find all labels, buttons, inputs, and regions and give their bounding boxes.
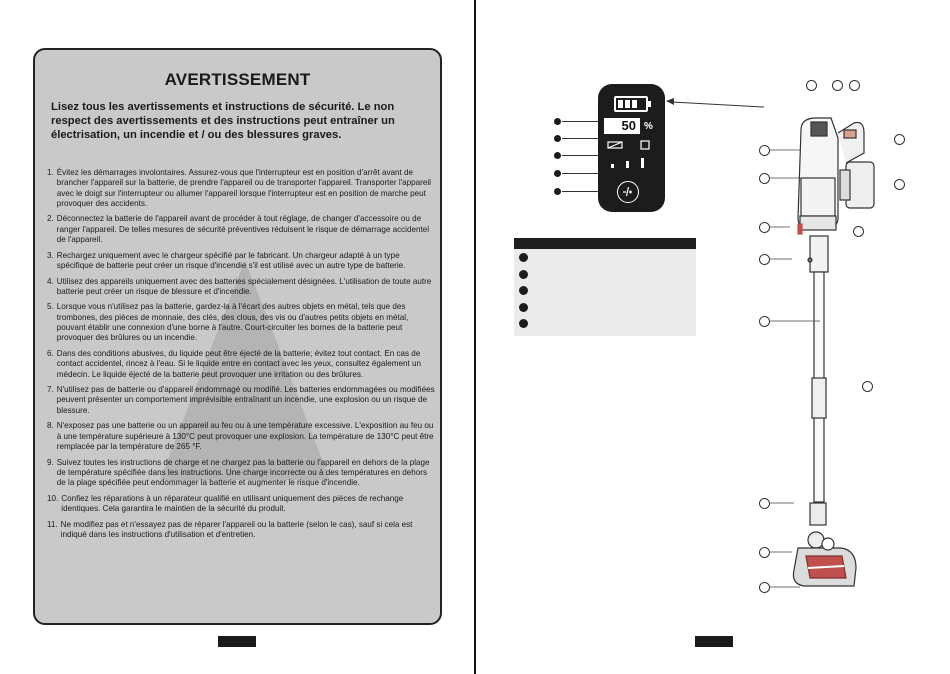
callout-circle: [759, 582, 770, 593]
safety-rule-item: [47, 251, 435, 272]
percent-sign: %: [644, 121, 653, 132]
legend-row: [514, 266, 696, 283]
safety-rule-number: 7.: [47, 385, 54, 395]
floor-mode-stroke-icon: [608, 142, 622, 148]
callout-circle: [759, 145, 770, 156]
legend-row: [514, 299, 696, 316]
safety-rule-text: N'utilisez pas de batterie ou d'appareil endommagé ou modifié. Les batteries endommagées ou modifiées peuvent présenter un comportement imprévisible entraînant un incendie, une explosion ou un risque de blessure.: [56, 385, 435, 415]
safety-rule-text: Utilisez des appareils uniquement avec des batteries spécialement désignées. L'utilisation de toute autre batterie peut créer un risque de blessure et d'incendie.: [56, 276, 432, 296]
safety-rules-list: [47, 168, 435, 545]
callout-line: [562, 173, 602, 174]
level-mid-icon: [626, 161, 629, 168]
power-mode-button-icon[interactable]: [617, 181, 639, 203]
callout-circle: [832, 80, 843, 91]
safety-rule-number: 10.: [47, 493, 59, 503]
safety-rule-number: 11.: [47, 519, 58, 529]
callout-circle: [759, 254, 770, 265]
legend-row: [514, 282, 696, 299]
callout-dot: [554, 135, 561, 142]
legend-bullet: [519, 270, 528, 279]
warning-title: AVERTISSEMENT: [164, 70, 311, 89]
page-number-bar-left: [218, 636, 256, 647]
warning-panel: [33, 48, 442, 625]
legend-bullet: [519, 319, 528, 328]
safety-rule-item: [47, 421, 435, 452]
legend-header: [514, 238, 696, 249]
safety-rule-item: [47, 277, 435, 298]
safety-rule-item: [47, 168, 435, 209]
safety-rule-text: Rechargez uniquement avec le chargeur spécifié par le fabricant. Un chargeur adapté à un type spécifique de batterie peut créer un risque d'incendie s'il est utilisé avec un autre type de batterie.: [56, 250, 406, 270]
warning-intro: Lisez tous les avertissements et instructions de sécurité. Le non respect des avertissements et des instructions peut entraîner un électrisation, un incendie et / ou des blessures graves.: [51, 101, 395, 141]
legend-table: [514, 238, 696, 336]
legend-bullet: [519, 286, 528, 295]
safety-rule-number: 3.: [47, 250, 54, 260]
callout-circle: [894, 134, 905, 145]
callout-circle: [759, 547, 770, 558]
safety-rule-item: [47, 385, 435, 416]
callout-circle: [759, 498, 770, 509]
safety-rule-text: Lorsque vous n'utilisez pas la batterie, gardez-la à l'écart des autres objets en métal, tels que des trombones, des pièces de monnaie, des clés, des clous, des vis ou d'autres petits objets en métal, pouvant établir une connexion d'une borne à l'autre. Court-circuiter les bornes de la batterie peut provoquer des brûlures ou un incendie.: [56, 302, 409, 343]
legend-row: [514, 315, 696, 332]
right-page: [476, 0, 950, 674]
safety-rule-item: [47, 520, 435, 541]
safety-rule-text: N'exposez pas une batterie ou un appareil au feu ou à une température excessive. L'exposition au feu ou à une température supérieure à 130°C peut provoquer une explosion. La température de 130°C peut être remplacée par la température de 265 °F.: [56, 421, 434, 451]
safety-rule-text: Déconnectez la batterie de l'appareil avant de procéder à tout réglage, de changer d'accessoire ou de ranger l'appareil. De telles mesures de sécurité préventives réduisent le risque de démarrage accidentel de l'appareil.: [56, 214, 430, 245]
callout-dot: [554, 170, 561, 177]
control-panel-display: [598, 84, 665, 212]
callout-circle: [806, 80, 817, 91]
battery-percent-readout: 50: [604, 118, 640, 134]
safety-rule-text: Confiez les réparations à un réparateur qualifié en utilisant uniquement des pièces de rechange identiques. Cela garantira le maintien de la sécurité du produit.: [61, 493, 404, 513]
level-low-icon: [611, 164, 614, 168]
bin-icon: [641, 141, 649, 149]
safety-rule-number: 5.: [47, 302, 54, 312]
left-page: [0, 0, 474, 674]
safety-rule-text: Évitez les démarrages involontaires. Assurez-vous que l'interrupteur est en position d'arrêt avant de brancher l'appareil sur la batterie, de prendre l'appareil ou de transporter l'appareil. Transporter l'appareil avec le doigt sur l'interrupteur ou allumer l'appareil lorsque l'interrupteur est en position de marche peut provoquer des accidents.: [56, 168, 431, 208]
safety-rule-text: Dans des conditions abusives, du liquide peut être éjecté de la batterie; évitez tout contact. En cas de contact accidentel, rincez à l'eau. Si le liquide entre en contact avec les yeux, consultez également un médecin. Le liquide éjecté de la batterie peut provoquer une irritation ou des brûlures.: [56, 348, 421, 379]
callout-circle: [853, 226, 864, 237]
safety-rule-number: 1.: [47, 168, 54, 177]
callout-dot: [554, 118, 561, 125]
safety-rule-number: 4.: [47, 276, 54, 286]
safety-rule-item: [47, 302, 435, 343]
level-high-icon: [641, 158, 644, 168]
safety-rule-item: [47, 458, 435, 489]
mode-icons: [606, 138, 658, 178]
safety-rule-item: [47, 349, 435, 380]
callout-dot: [554, 152, 561, 159]
legend-bullet: [519, 303, 528, 312]
safety-rule-item: [47, 214, 435, 245]
battery-indicator-icon: [614, 96, 648, 112]
callout-leader-lines: [770, 145, 830, 595]
safety-rule-number: 9.: [47, 457, 54, 467]
safety-rule-item: [47, 494, 435, 515]
legend-bullet: [519, 253, 528, 262]
safety-rule-number: 8.: [47, 421, 54, 431]
callout-circle: [894, 179, 905, 190]
safety-rule-text: Suivez toutes les instructions de charge et ne chargez pas la batterie ou l'appareil en dehors de la plage de température spécifiée dans les instructions. Une charge incorrecte ou à des températures en dehors de la plage spécifiée peut endommager la batterie et augmenter le risque d'incendie.: [56, 457, 430, 488]
callout-circle: [759, 222, 770, 233]
callout-circle: [849, 80, 860, 91]
safety-rule-text: Ne modifiez pas et n'essayez pas de réparer l'appareil ou la batterie (selon le cas), sauf si cela est indiqué dans les instructions d'utilisation et d'entretien.: [60, 519, 413, 539]
callout-circle: [759, 316, 770, 327]
legend-row: [514, 249, 696, 266]
callout-circle: [862, 381, 873, 392]
safety-rule-number: 6.: [47, 348, 54, 358]
safety-rule-number: 2.: [47, 214, 54, 224]
callout-dot: [554, 188, 561, 195]
callout-circle: [759, 173, 770, 184]
page-number-bar-right: [695, 636, 733, 647]
